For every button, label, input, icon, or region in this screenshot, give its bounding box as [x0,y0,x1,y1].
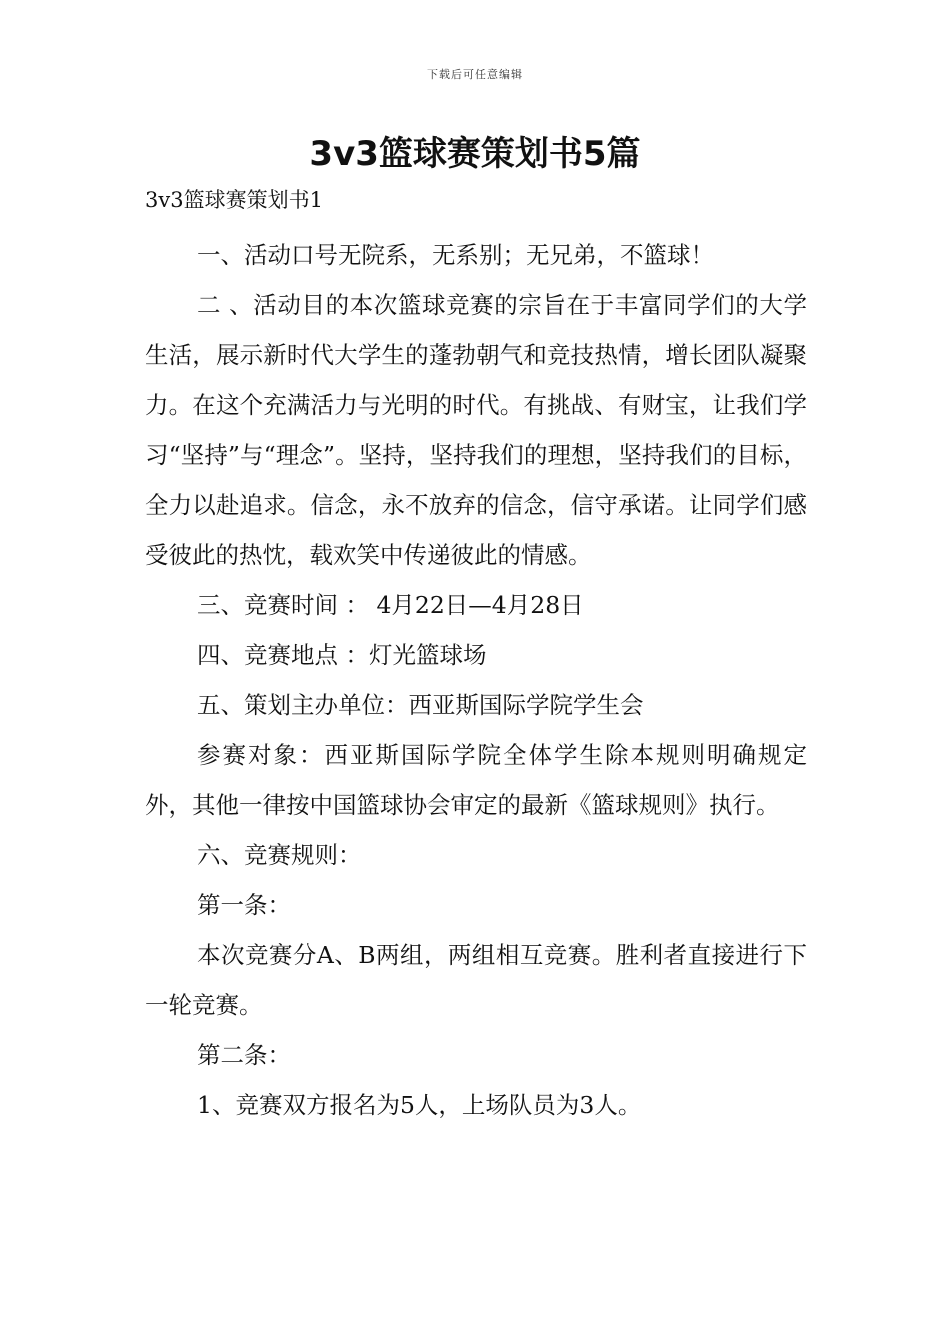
paragraph-article-2-item-1: 1、竞赛双方报名为5人，上场队员为3人。 [197,1091,642,1119]
paragraph-participants: 参赛对象：西亚斯国际学院全体学生除本规则明确规定外，其他一律按中国篮球协会审定的最新《篮球规则》执行。 [145,741,807,819]
section-subtitle: 3v3篮球赛策划书1 [145,188,323,212]
paragraph-time: 三、竞赛时间 ： 4月22日—4月28日 [197,591,584,619]
paragraph-article-2: 第二条： [197,1041,291,1069]
paragraph-article-1: 第一条： [197,891,291,919]
header-note: 下载后可任意编辑 [427,68,523,81]
paragraph-purpose: 二 、活动目的本次篮球竞赛的宗旨在于丰富同学们的大学生活，展示新时代大学生的蓬勃朝气和竞技热情，增长团队凝聚力。在这个充满活力与光明的时代。有挑战、有财宝，让我们学习“坚持”与“理念”。坚持，坚持我们的理想，坚持我们的目标，全力以赴追求。信念，永不放弃的信念，信守承诺。让同学们感受彼此的热忱，载欢笑中传递彼此的情感。 [145,291,807,569]
paragraph-organizer: 五、策划主办单位：西亚斯国际学院学生会 [197,691,644,719]
paragraph-slogan: 一、活动口号无院系，无系别；无兄弟，不篮球！ [197,241,714,269]
paragraph-article-1-text: 本次竞赛分A、B两组，两组相互竞赛。胜利者直接进行下一轮竞赛。 [145,941,807,1019]
paragraph-location: 四、竞赛地点 ：灯光篮球场 [197,641,487,669]
document-body [145,182,807,1130]
document-title: 3v3篮球赛策划书5篇 [309,134,641,174]
paragraph-rules-heading: 六、竞赛规则： [197,841,362,869]
